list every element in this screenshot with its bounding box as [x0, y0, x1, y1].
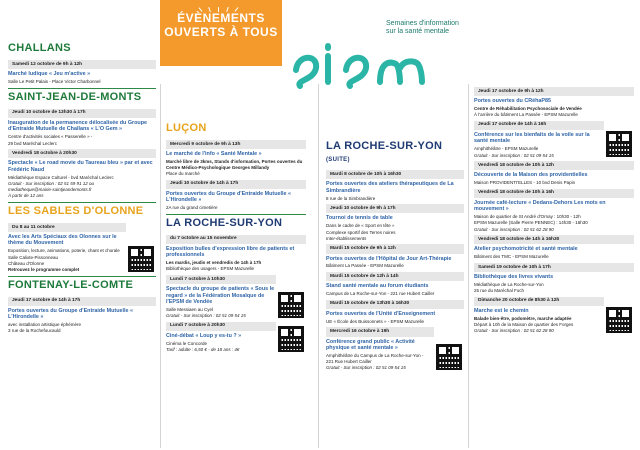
event-detail: Salle Le Petit Palais - Place Victor Charbonnel [8, 79, 101, 85]
event-detail: 29 bvd Maréchal Leclerc [8, 140, 58, 146]
event-detail: 8 rue de la Simbrandière [326, 195, 376, 201]
event-detail: Bibliothèque des usagers - EPSM Mazurelle [166, 266, 255, 272]
event-title: Portes ouvertes du Groupe d'Entraide Mutuelle « L'Hirondelle » [166, 190, 291, 204]
event-detail: Gratuit - Sur inscription : 02 51 59 91 12 ou [8, 180, 95, 186]
event-detail: Amphithéâtre - EPSM Mazurelle [474, 146, 539, 152]
event-title: Exposition bulles d'expression libre de patients et professionnels [166, 245, 295, 259]
city-heading-challans: CHALLANS [8, 42, 71, 54]
column-2 [166, 120, 306, 448]
event-date: Mardi 8 octobre de 10h à 16h30 [326, 170, 464, 179]
event-detail: Centre de Réhabilitation Psychosociale de Vendée [474, 106, 582, 112]
event-title: Portes ouvertes des ateliers thérapeutiques de La Simbrandière [326, 181, 454, 194]
event-lrsy-3 [166, 322, 306, 353]
event-detail: Retrouvez le programme complet [8, 267, 80, 272]
column-divider [160, 84, 161, 448]
event-date: Jeudi 17 octobre de 14h à 17h [8, 297, 156, 306]
event-detail: Gratuit - Sur inscription : 02 51 09 54 15 [474, 152, 554, 158]
qr-code-icon[interactable] [606, 307, 632, 333]
city-heading-la-roche-sur-yon-suite [326, 138, 464, 167]
event-detail: Médiathèque de La Roche-sur-Yon [474, 282, 544, 288]
event-detail: Place du marché [166, 170, 200, 176]
event-col4-7 [474, 297, 634, 334]
event-title: Portes ouvertes du CRéhaP85 [474, 98, 551, 105]
event-date: du 7 octobre au 15 novembre [166, 235, 306, 244]
event-detail: À partir de 12 ans [8, 193, 44, 199]
event-lucon-1 [166, 140, 306, 177]
event-detail: Médiathèque Espace Culturel - bvd Maréchal Leclerc [8, 174, 114, 180]
banner-title-line2: OUVERTS À TOUS [164, 24, 278, 39]
tagline-line2: sur la santé mentale [386, 28, 450, 36]
event-date: Vendredi 18 octobre de 10h à 12h [474, 161, 634, 170]
event-title: Atelier psychomotricité et santé mentale [474, 246, 578, 253]
event-detail: Salle Calixte-Pissonneau [8, 254, 59, 260]
event-detail: 3 rue de la Rochefoucauld [8, 328, 61, 334]
logo-text: sism [438, 84, 441, 85]
event-title: Portes ouvertes de l'Hôpital de Jour Art-Thérapie [326, 255, 452, 262]
event-detail: Maison de quartier de St André d'Ornay : 10h30 - 12h [474, 214, 581, 220]
event-date: Mardi 15 octobre de 9h à 12h [326, 244, 464, 253]
column-divider [318, 84, 319, 448]
event-detail: Cinéma le Concorde [166, 340, 208, 346]
event-detail: Départ à 10h de la Maison de quartier des Forges [474, 322, 574, 328]
event-lucon-2 [166, 180, 306, 211]
event-col4-4 [474, 189, 634, 232]
event-detail: À l'arrière du bâtiment La Passée - EPSM Mazurelle [474, 112, 578, 118]
city-heading-saint-jean-de-monts: SAINT-JEAN-DE-MONTS [8, 90, 142, 103]
event-fontenay-1 [8, 297, 156, 334]
tagline-line1: Semaines d'information [386, 20, 459, 27]
event-title: Avec les Arts Spéciaux des Olonnes sur le thème du Mouvement [8, 234, 117, 247]
event-lrsy-suite-2 [326, 204, 464, 241]
column-3 [326, 138, 464, 448]
event-detail: Amphithéâtre du Campus de La Roche-sur-Yon - [326, 352, 424, 358]
event-lrsy-suite-6 [326, 327, 464, 370]
event-detail: Marché libre de 3kms, Stands d'information, Portes ouvertes du Centre Médico-Psychologique Georges Millandy [166, 159, 303, 170]
event-detail: UE « École des Buissonnets » - EPSM Mazurelle [326, 318, 425, 324]
event-lrsy-1 [166, 235, 306, 272]
event-title: Découverte de la Maison des providentielles [474, 172, 588, 179]
event-detail: 2A rue du grand cimetière [166, 205, 218, 211]
city-heading-les-sables-d-olonne: LES SABLES D'OLONNE [8, 204, 144, 217]
event-title: Marché ludique « Jeu m'active » [8, 71, 91, 78]
event-detail: Salle Messiaen au Cyel [166, 306, 214, 312]
event-detail: 25 rue du Maréchal Foch [474, 288, 525, 294]
event-date: Dimanche 20 octobre de 8h30 à 12h [474, 297, 604, 306]
event-col4-6 [474, 263, 634, 294]
event-title: Stand santé mentale au forum étudiants [326, 283, 429, 290]
event-title: Ciné-débat « Loup y es-tu ? » [166, 332, 242, 339]
event-col4-5 [474, 235, 634, 260]
city-heading-fontenay-le-comte: FONTENAY-LE-COMTE [8, 278, 134, 291]
event-date: Samedi 12 octobre de 9h à 12h [8, 60, 156, 69]
event-date: Mercredi 9 octobre de 9h à 13h [166, 140, 306, 149]
event-detail: Bâtiment La Passée - EPSM Mazurelle [326, 263, 404, 269]
column-divider [468, 84, 469, 448]
event-detail: EPSM Mazurelle (Salle Pierre PENNEC) : 14h30 - 16h30 [474, 220, 588, 226]
event-date: Vendredi 18 octobre de 10h à 16h [474, 189, 634, 198]
event-date: Jeudi 10 octobre de 13h30 à 17h [8, 109, 156, 118]
event-col4-1 [474, 87, 634, 118]
event-detail: 221 Rue Hubert Cailler [326, 359, 372, 364]
event-detail: Balade bien-être, podomètre, marche adaptée [474, 315, 572, 321]
qr-code-icon[interactable] [606, 131, 632, 157]
event-date: Mardi 15 octobre de 13h30 à 16h30 [326, 300, 464, 309]
event-detail: Gratuit - Sur inscription : 02 51 09 54 15 [326, 365, 406, 371]
event-detail: Exposition, lecture, animations, poterie, chant et chorale [8, 248, 120, 254]
event-challans-1 [8, 60, 156, 85]
event-detail: Centre d'activités sociales « Passerelle » - [8, 134, 93, 140]
sism-logo-icon [288, 34, 488, 90]
event-date: Lundi 7 octobre à 10h30 [166, 275, 276, 284]
event-title: Portes ouvertes de l'Unité d'Enseignement [326, 310, 436, 317]
qr-code-icon[interactable] [278, 326, 304, 352]
event-lrsy-suite-5 [326, 300, 464, 325]
city-heading-la-roche-sur-yon: LA ROCHE-SUR-YON [166, 216, 283, 229]
event-lrsy-suite-4 [326, 272, 464, 297]
event-title: Bibliothèque des livres vivants [474, 274, 554, 281]
event-detail: avec installation artistique éphémère [8, 322, 82, 328]
event-lrsy-2 [166, 275, 306, 319]
event-lrsy-suite-3 [326, 244, 464, 269]
qr-code-icon[interactable] [436, 344, 462, 370]
event-sjdm-2 [8, 149, 156, 199]
event-detail: Campus de La Roche-sur-Yon - 221 rue Hubert Cailler [326, 291, 435, 297]
event-title: Spectacle du groupe de patients « Sous le regard » de la Fédération Mosaïque de l'EPSM de Vendée [166, 286, 275, 305]
event-sjdm-1 [8, 109, 156, 146]
event-detail: Les mardis, jeudis et vendredis de 14h à 17h [166, 260, 262, 266]
event-date: Du 8 au 11 octobre [8, 223, 126, 232]
event-date: Jeudi 17 octobre de 14h à 16h [474, 121, 604, 130]
banner-title-line1: ÉVÈNEMENTS [177, 11, 265, 25]
event-date: Lundi 7 octobre à 20h30 [166, 322, 276, 331]
event-title: Conférence sur les bienfaits de la voile sur la santé mentale [474, 132, 590, 145]
event-email[interactable]: mediatheque@mairie-saintjeandemonts.fr [8, 186, 92, 192]
event-detail: Dans le cadre de « Sport en tête » [326, 223, 395, 229]
city-heading-text: LA ROCHE-SUR-YON [326, 140, 443, 152]
column-4 [474, 84, 634, 448]
event-title: Conférence grand public « Activité physique et santé mentale » [326, 338, 415, 351]
event-title: Portes ouvertes du Groupe d'Entraide Mutuelle « L'Hirondelle » [8, 307, 133, 321]
event-detail: Gratuit - Sur inscription : 02 51 62 28 90 [474, 328, 554, 334]
event-detail: Complexe sportif des Terres noires [326, 229, 396, 235]
event-detail: Gratuit - Sur inscription : 02 51 09 54 15 [166, 313, 246, 319]
event-detail: Tarif : adulte : 6,50 € - de 18 ans : 4€ [166, 346, 240, 352]
event-date: Mercredi 16 octobre à 19h [326, 327, 434, 336]
event-detail: Inter-établissements [326, 235, 367, 241]
city-heading-suite: (SUITE) [326, 157, 350, 164]
header-banner [160, 0, 282, 66]
event-date: Mardi 15 octobre de 12h à 14h [326, 272, 464, 281]
event-col4-3 [474, 161, 634, 186]
qr-code-icon[interactable] [278, 292, 304, 318]
event-title: Journée café-lecture « Dedans-Dehors Les mots en mouvement » [474, 200, 606, 213]
column-1 [8, 40, 156, 448]
event-title: Marche est le chemin [474, 308, 529, 315]
city-heading-lucon: LUÇON [166, 122, 207, 134]
banner-title [160, 12, 282, 40]
event-detail: Gratuit - Sur inscription : 02 51 62 28 90 [474, 226, 554, 232]
event-title: Le marché de l'info « Santé Mentale » [166, 151, 262, 158]
event-col4-2 [474, 121, 634, 158]
event-date: Jeudi 17 octobre de 9h à 12h [474, 87, 634, 96]
event-date: Vendredi 18 octobre à 20h30 [8, 149, 156, 158]
event-detail: Château d'Olonne [8, 260, 45, 266]
event-title: Tournoi de tennis de table [326, 215, 393, 222]
event-detail: Maison PROVIDENTI'ELLES - 10 bvd Denis Papin [474, 180, 576, 186]
event-sables-1 [8, 223, 156, 273]
event-date: Vendredi 18 octobre de 14h à 16h30 [474, 235, 634, 244]
event-date: Jeudi 10 octobre de 14h à 17h [166, 180, 306, 189]
event-detail: Bâtiment des TMC - EPSM Mazurelle [474, 254, 549, 260]
qr-code-icon[interactable] [128, 246, 154, 272]
event-title: Spectacle « Le road movie du Taureau bleu » par et avec Frédéric Naud [8, 160, 153, 173]
event-title: Inauguration de la permanence délocalisée du Groupe d'Entraide Mutuelle de Challans « L'O Gem » [8, 120, 147, 133]
event-date: Jeudi 10 octobre de 9h à 17h [326, 204, 464, 213]
event-lrsy-suite-1 [326, 170, 464, 201]
event-date: Samedi 19 octobre de 10h à 17h [474, 263, 634, 272]
